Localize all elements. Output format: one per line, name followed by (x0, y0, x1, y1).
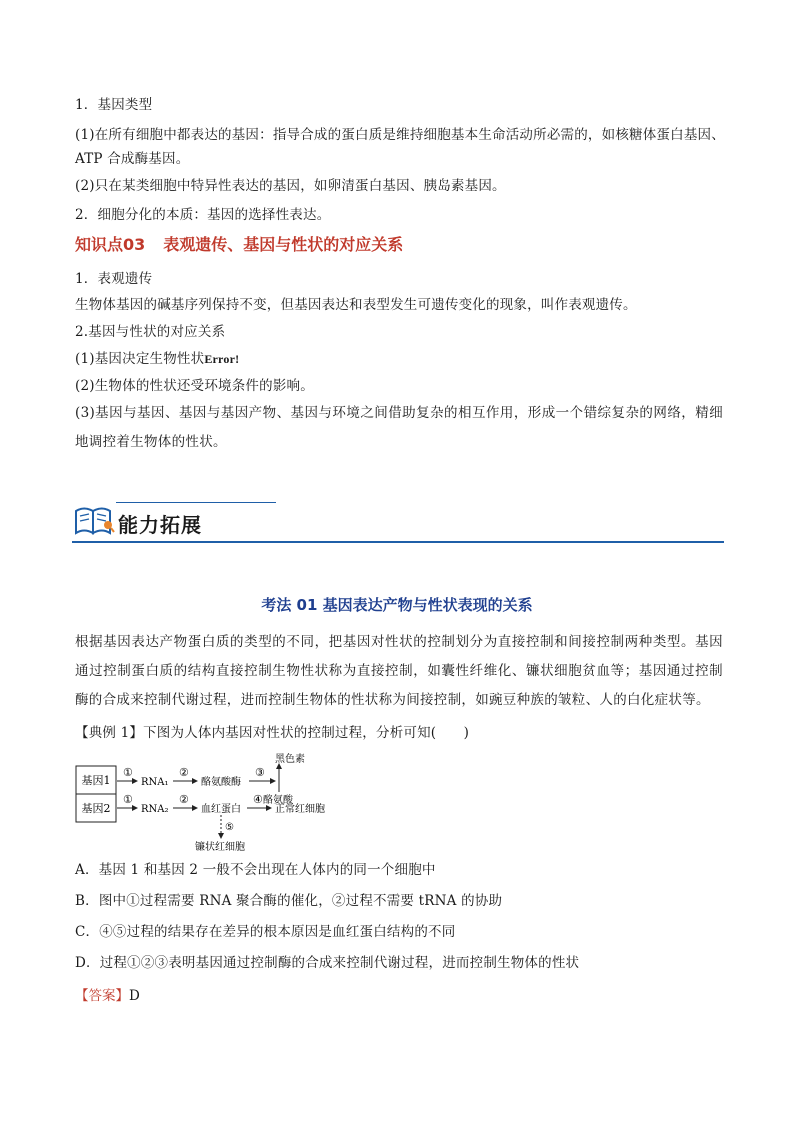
knowledge-point-label: 知识点03 (75, 235, 146, 254)
section-title: 能力拓展 (118, 513, 202, 537)
error-marker: Error! (204, 352, 240, 366)
gene-trait-item2: (2)生物体的性状还受环境条件的影响。 (75, 378, 314, 394)
example-label: 【典例 1】 (75, 725, 144, 741)
gene-trait-item1-text: (1)基因决定生物性状 (75, 351, 205, 367)
differentiation-essence: 2．细胞分化的本质：基因的选择性表达。 (75, 207, 331, 223)
rna2-label: RNA₂ (141, 804, 169, 815)
gene-trait-heading: 2.基因与性状的对应关系 (75, 324, 226, 340)
tyrosine-label: 酪氨酸 (263, 795, 293, 806)
step5-label: ⑤ (225, 822, 234, 833)
option-c: C．④⑤过程的结果存在差异的根本原因是血红蛋白结构的不同 (75, 924, 456, 940)
answer (75, 984, 140, 1004)
epigenetics-heading: 1．表观遗传 (75, 271, 153, 287)
option-a: A．基因 1 和基因 2 一般不会出现在人体内的同一个细胞中 (75, 862, 436, 878)
banner-rule (72, 541, 724, 543)
enzyme-label: 酪氨酸酶 (201, 777, 241, 788)
gene-control-diagram (75, 752, 375, 856)
knowledge-point-heading (75, 232, 403, 255)
method-paragraph: 根据基因表达产物蛋白质的类型的不同，把基因对性状的控制划分为直接控制和间接控制两种类型。基因通过控制蛋白质的结构直接控制生物性状称为直接控制，如囊性纤维化、镰状细胞贫血等；基因通过控制酶的合成来控制代谢过程，进而控制生物体的性状称为间接控制，如豌豆种族的皱粒、人的白化症状等。 (75, 634, 723, 708)
step2-label: ② (179, 766, 189, 779)
gene-types-item1-line2: ATP 合成酶基因。 (75, 151, 190, 167)
epigenetics-definition: 生物体基因的碱基序列保持不变，但基因表达和表型发生可遗传变化的现象，叫作表观遗传。 (75, 297, 637, 313)
gene1-label: 基因1 (81, 774, 111, 787)
step2b-label: ② (179, 793, 189, 806)
knowledge-point-title: 表观遗传、基因与性状的对应关系 (163, 235, 404, 254)
option-b: B．图中①过程需要 RNA 聚合酶的催化，②过程不需要 tRNA 的协助 (75, 893, 503, 909)
sickle-rbc-label: 镰状红细胞 (195, 842, 245, 852)
ability-section-banner (72, 499, 724, 543)
banner-topline (116, 502, 276, 503)
melanin-label: 黑色素 (275, 754, 305, 765)
example-question (75, 724, 469, 742)
gene-trait-item3: (3)基因与基因、基因与基因产物、基因与环境之间借助复杂的相互作用，形成一个错综复杂的网络，精细地调控着生物体的性状。 (75, 405, 723, 450)
rna1-label: RNA₁ (141, 777, 169, 788)
gene-types-item1-line1: (1)在所有细胞中都表达的基因：指导合成的蛋白质是维持细胞基本生命活动所必需的，如核糖体蛋白基因、 (75, 127, 725, 143)
gene-types-item2: (2)只在某类细胞中特异性表达的基因，如卵清蛋白基因、胰岛素基因。 (75, 178, 506, 194)
normal-rbc-label: 正常红细胞 (275, 804, 325, 815)
step3-label: ③ (255, 766, 265, 779)
method-title: 考法 01 基因表达产物与性状表现的关系 (261, 596, 533, 614)
gene-trait-item1 (75, 350, 239, 368)
answer-value: D (129, 988, 140, 1004)
step4-label: ④ (253, 793, 263, 806)
option-d: D．过程①②③表明基因通过控制酶的合成来控制代谢过程，进而控制生物体的性状 (75, 955, 580, 971)
example-question-text: 下图为人体内基因对性状的控制过程，分析可知( ) (143, 725, 470, 741)
gene-types-heading: 1．基因类型 (75, 97, 153, 113)
step1b-label: ① (123, 793, 133, 806)
gene2-label: 基因2 (81, 802, 111, 815)
book-icon (72, 503, 116, 541)
step1-label: ① (123, 766, 133, 779)
hemoglobin-label: 血红蛋白 (201, 804, 241, 815)
answer-label: 【答案】 (75, 988, 129, 1004)
